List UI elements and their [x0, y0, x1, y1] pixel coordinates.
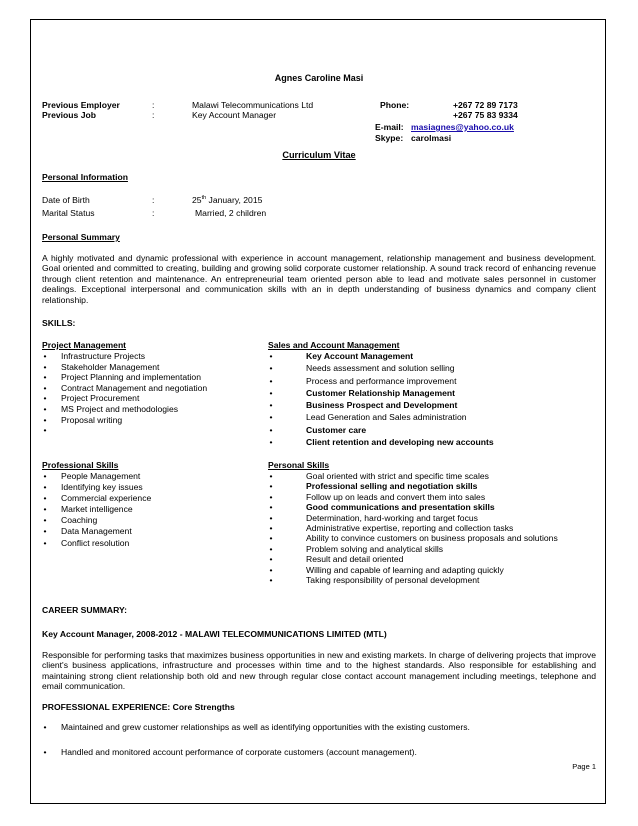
list-item-text: Market intelligence	[61, 504, 133, 515]
bullet-icon: •	[269, 574, 273, 585]
list-item-text: People Management	[61, 471, 141, 481]
previous-job-label: Previous Job	[42, 110, 96, 120]
bullet-icon: •	[269, 543, 273, 554]
personal-skills-heading: Personal Skills	[268, 460, 330, 470]
list-item-text: Data Management	[61, 526, 132, 537]
list-item-text: MS Project and methodologies	[61, 403, 179, 414]
bullet-icon: •	[43, 414, 47, 425]
dob-label: Date of Birth	[42, 195, 90, 205]
list-item-text: Good communications and presentation skills	[306, 502, 495, 513]
previous-job-value: Key Account Manager	[192, 110, 277, 120]
bullet-icon: •	[269, 502, 273, 513]
bullet-icon: •	[269, 564, 273, 575]
email-label: E-mail:	[375, 122, 404, 132]
bullet-icon: •	[43, 482, 47, 493]
bullet-icon: •	[269, 437, 273, 448]
list-item-text: Determination, hard-working and target focus	[306, 512, 478, 523]
marital-value: Married, 2 children	[195, 208, 267, 218]
bullet-icon: •	[43, 515, 47, 526]
list-item-text: Coaching	[61, 515, 98, 526]
bullet-icon: •	[269, 387, 273, 398]
bullet-icon: •	[269, 424, 273, 435]
personal-info-heading: Personal Information	[42, 172, 128, 182]
bullet-icon: •	[269, 533, 273, 544]
bullet-icon: •	[43, 361, 47, 372]
list-item-text: Problem solving and analytical skills	[306, 543, 444, 554]
list-item-text: Willing and capable of learning and adapting quickly	[306, 564, 504, 575]
list-item-text: Lead Generation and Sales administration	[306, 412, 467, 423]
bullet-icon: •	[43, 722, 47, 732]
bullet-icon: •	[43, 351, 47, 361]
career-summary-text: Responsible for performing tasks that maximizes business opportunities in new and existing markets. In charge of delivering projects that improve client's business applications, infrastructure and processes within time and to the highest standards. Also responsible for establishing and maintaining strong client relationship both old and new through regular close contact account management including meetings, telephone and email communication.	[42, 650, 596, 692]
list-item-text: Needs assessment and solution selling	[306, 363, 455, 374]
list-item-text: Follow up on leads and convert them into sales	[306, 491, 486, 502]
candidate-name: Agnes Caroline Masi	[274, 73, 364, 83]
previous-employer-value: Malawi Telecommunications Ltd	[192, 100, 314, 110]
skills-heading: SKILLS:	[42, 318, 76, 328]
bullet-icon: •	[43, 372, 47, 383]
bullet-icon: •	[43, 403, 47, 414]
professional-skills-heading: Professional Skills	[42, 460, 119, 470]
dob-value: 25th January, 2015	[192, 195, 263, 205]
list-item-text: Client retention and developing new accounts	[306, 437, 494, 448]
marital-label: Marital Status	[42, 208, 95, 218]
bullet-icon: •	[269, 512, 273, 523]
phone-number-1: +267 72 89 7173	[453, 100, 518, 110]
bullet-icon: •	[43, 504, 47, 515]
list-item-text: Conflict resolution	[61, 537, 130, 548]
list-item-text: Customer care	[306, 424, 367, 435]
personal-summary-text: A highly motivated and dynamic professional with experience in account management, relationship management and business development. Goal oriented and committed to creating, building and growing solid corporate customer relationship. A sound track record of enhancing revenue through client retention and maintenance. An entrepreneurial team oriented person able to lead and motivate sales personnel in customer dealings. Exceptional interpersonal and communication skills with an in depth understanding of business dynamics and company client relationship.	[42, 253, 596, 305]
colon: :	[152, 195, 155, 205]
list-item-text: Project Procurement	[61, 393, 140, 404]
bullet-icon: •	[269, 481, 273, 492]
list-item-text: Customer Relationship Management	[306, 387, 455, 398]
bullet-icon: •	[43, 393, 47, 404]
list-item-text: Key Account Management	[306, 351, 414, 361]
professional-experience-heading: PROFESSIONAL EXPERIENCE: Core Strengths	[42, 702, 235, 712]
list-item-text: Ability to convince customers on business proposals and solutions	[306, 533, 558, 544]
bullet-icon: •	[269, 351, 273, 361]
bullet-icon: •	[43, 382, 47, 393]
cv-title: Curriculum Vitae	[282, 150, 356, 160]
bullet-icon: •	[43, 747, 47, 757]
skype-label: Skype:	[375, 133, 404, 143]
colon: :	[152, 208, 155, 218]
bullet-icon: •	[269, 412, 273, 423]
career-job-title: Key Account Manager, 2008-2012 - MALAWI TELECOMMUNICATIONS LIMITED (MTL)	[42, 629, 387, 639]
list-item-text: Taking responsibility of personal development	[306, 574, 480, 585]
previous-employer-label: Previous Employer	[42, 100, 120, 110]
list-item-text: Infrastructure Projects	[61, 351, 146, 361]
bullet-icon: •	[269, 522, 273, 533]
list-item-text: Goal oriented with strict and specific time scales	[306, 471, 489, 481]
skype-value: carolmasi	[411, 133, 452, 143]
bullet-icon: •	[43, 471, 47, 481]
colon: :	[152, 110, 155, 120]
list-item-text: Proposal writing	[61, 414, 123, 425]
bullet-icon: •	[269, 375, 273, 386]
list-item-text: Professional selling and negotiation skills	[306, 481, 478, 492]
list-item-text: Commercial experience	[61, 493, 152, 504]
list-item-text: Business Prospect and Development	[306, 400, 458, 411]
email-link[interactable]: masiagnes@yahoo.co.uk	[411, 122, 514, 132]
phone-number-2: +267 75 83 9334	[453, 110, 518, 120]
bullet-icon: •	[269, 471, 273, 481]
list-item-text: Handled and monitored account performance of corporate customers (account management).	[61, 747, 417, 757]
list-item-text: Process and performance improvement	[306, 375, 457, 386]
list-item-text: Stakeholder Management	[61, 361, 160, 372]
list-item-text: Administrative expertise, reporting and collection tasks	[306, 522, 514, 533]
bullet-icon: •	[269, 491, 273, 502]
career-summary-heading: CAREER SUMMARY:	[42, 605, 127, 615]
bullet-icon: •	[269, 400, 273, 411]
list-item-text: Project Planning and implementation	[61, 372, 201, 383]
bullet-icon: •	[43, 493, 47, 504]
project-management-heading: Project Management	[42, 340, 127, 350]
list-item-text: Identifying key issues	[61, 482, 143, 493]
page-number: Page 1	[572, 762, 596, 771]
bullet-icon: •	[269, 363, 273, 374]
list-item-text: Result and detail oriented	[306, 554, 404, 565]
bullet-icon: •	[43, 425, 47, 436]
bullet-icon: •	[43, 537, 47, 548]
list-item-text: Contract Management and negotiation	[61, 382, 208, 393]
colon: :	[152, 100, 155, 110]
personal-summary-heading: Personal Summary	[42, 232, 120, 242]
phone-label: Phone:	[380, 100, 410, 110]
bullet-icon: •	[43, 526, 47, 537]
sales-account-heading: Sales and Account Management	[268, 340, 400, 350]
list-item-text: Maintained and grew customer relationships as well as identifying opportunities with the existing customers.	[61, 722, 470, 732]
bullet-icon: •	[269, 554, 273, 565]
